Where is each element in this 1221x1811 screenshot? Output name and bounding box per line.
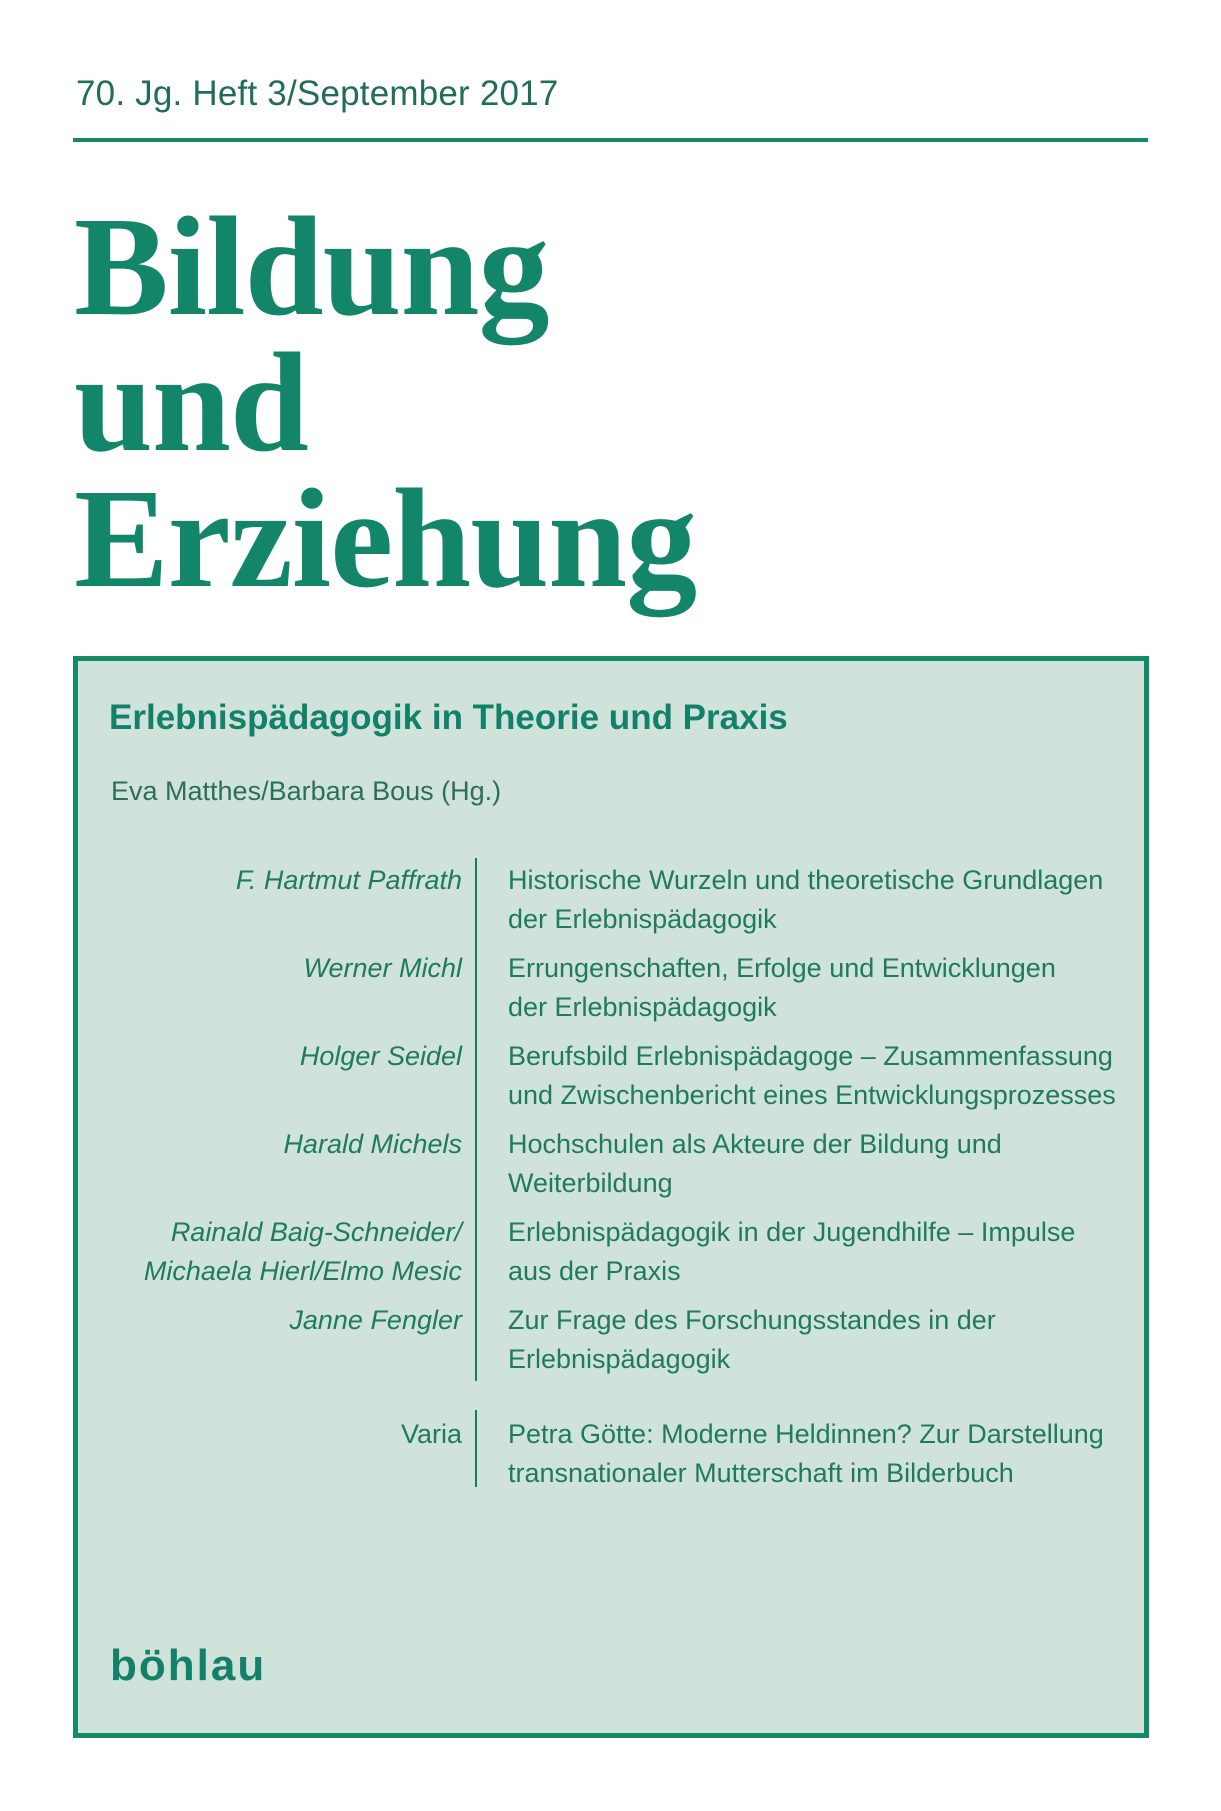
toc-author: Holger Seidel: [299, 1041, 462, 1071]
toc-title: Erlebnispädagogik in der Jugendhilfe – Impulse aus der Praxis: [508, 1217, 1076, 1286]
contents-divider: [475, 858, 477, 1381]
toc-title: Zur Frage des Forschungsstandes in der Erlebnispädagogik: [508, 1305, 996, 1374]
journal-title: [74, 187, 697, 617]
toc-author: Janne Fengler: [289, 1305, 462, 1335]
varia-divider: [475, 1410, 477, 1487]
toc-title: Historische Wurzeln und theoretische Grundlagen der Erlebnispädagogik: [508, 865, 1104, 934]
contents-panel: [73, 656, 1149, 1738]
top-divider: [73, 138, 1148, 142]
varia-label: Varia: [400, 1419, 462, 1449]
journal-title-line-3: Erziehung: [74, 459, 697, 617]
toc-title: Hochschulen als Akteure der Bildung und Weiterbildung: [508, 1129, 1002, 1198]
toc-title: Petra Götte: Moderne Heldinnen? Zur Darstellung transnationaler Mutterschaft im Bilderbuch: [508, 1419, 1104, 1488]
toc-author: Werner Michl: [303, 953, 462, 983]
publisher-logo: böhlau: [110, 1641, 267, 1690]
journal-title-line-1: Bildung: [74, 187, 549, 345]
toc-title: Berufsbild Erlebnispädagoge – Zusammenfassung und Zwischenbericht eines Entwicklungsprozesses: [508, 1041, 1116, 1110]
theme-title: Erlebnispädagogik in Theorie und Praxis: [109, 698, 788, 737]
toc-title: Errungenschaften, Erfolge und Entwicklungen der Erlebnispädagogik: [508, 953, 1056, 1022]
toc-author: F. Hartmut Paffrath: [235, 865, 462, 895]
toc-author: Rainald Baig-Schneider/ Michaela Hierl/Elmo Mesic: [143, 1217, 462, 1286]
journal-title-line-2: und: [74, 323, 308, 481]
issue-info: 70. Jg. Heft 3/September 2017: [76, 74, 559, 113]
editors: Eva Matthes/Barbara Bous (Hg.): [111, 776, 502, 806]
toc-author: Harald Michels: [283, 1129, 462, 1159]
